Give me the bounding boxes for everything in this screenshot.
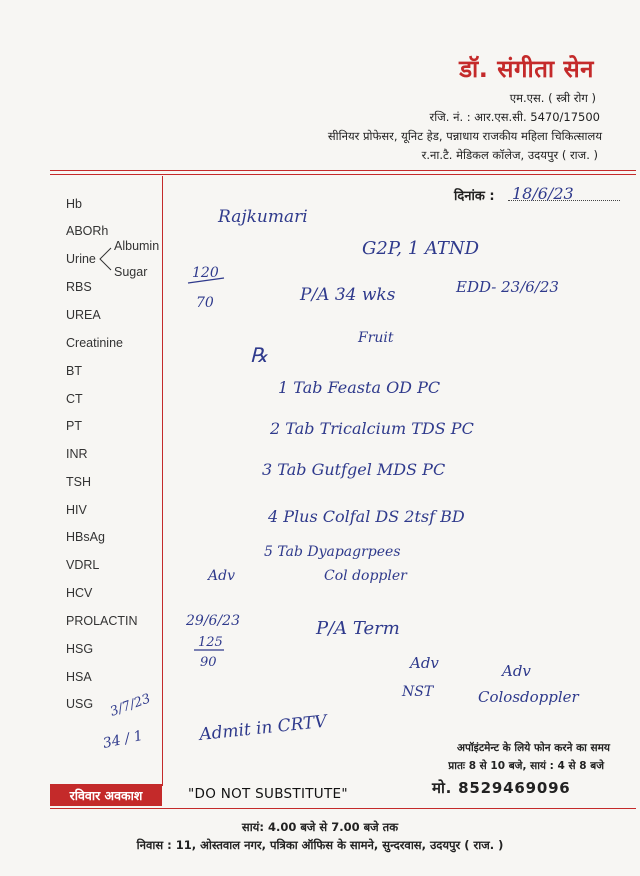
sunday-off-badge: रविवार अवकाश xyxy=(50,784,162,806)
registration-number: रजि. नं. : आर.एस.सी. 5470/17500 xyxy=(429,110,600,124)
do-not-substitute: "DO NOT SUBSTITUTE" xyxy=(188,786,348,802)
test-item: USG xyxy=(66,697,94,711)
date-label: दिनांक : xyxy=(454,189,495,204)
qualification: एम.एस. ( स्त्री रोग ) xyxy=(509,91,596,105)
hw-nst: NST xyxy=(402,684,434,700)
test-item: Hb xyxy=(66,197,82,211)
test-item: HSA xyxy=(66,670,92,684)
hw-edd: EDD- 23/6/23 xyxy=(456,278,559,296)
residence-address: निवास : 11, ओस्तवाल नगर, पत्रिका ऑफिस के सामने, सुन्दरवास, उदयपुर ( राज. ) xyxy=(136,838,504,852)
footer-divider xyxy=(50,808,636,809)
test-item: INR xyxy=(66,447,88,461)
hw-bp1-diastolic: 70 xyxy=(196,295,214,311)
hw-bp2-diastolic: 90 xyxy=(200,655,217,670)
test-item: Creatinine xyxy=(66,336,123,350)
test-item: CT xyxy=(66,392,83,406)
test-item: BT xyxy=(66,364,82,378)
hw-bp1-systolic: 120 xyxy=(192,265,219,281)
test-item: RBS xyxy=(66,280,92,294)
test-item: HIV xyxy=(66,503,87,517)
mobile-number: मो. 8529469096 xyxy=(432,779,571,797)
college: र.ना.टै. मेडिकल कॉलेज, उदयपुर ( राज. ) xyxy=(421,148,598,162)
hw-rx-2: 2 Tab Tricalcium TDS PC xyxy=(270,419,474,438)
test-item: PT xyxy=(66,419,82,433)
hw-admit: Admit in CRTV xyxy=(198,711,328,745)
hw-date: 18/6/23 xyxy=(512,184,574,203)
hw-rx-1: 1 Tab Feasta OD PC xyxy=(278,378,441,397)
test-item: PROLACTIN xyxy=(66,614,138,628)
hw-patient-name: Rajkumari xyxy=(218,207,308,227)
hw-pa-term: P/A Term xyxy=(316,618,400,639)
test-item: ABORh xyxy=(66,224,109,238)
test-item: TSH xyxy=(66,475,91,489)
hw-rx-3: 3 Tab Gutfgel MDS PC xyxy=(262,460,446,479)
hw-rx-4: 4 Plus Colfal DS 2tsf BD xyxy=(268,507,465,526)
hw-pa: P/A 34 wks xyxy=(300,285,396,305)
doctor-name: डॉ. संगीता सेन xyxy=(459,55,594,83)
hw-rx-symbol: ℞ xyxy=(250,343,268,367)
appointment-note: अपॉइंटमेन्ट के लिये फोन करने का समय xyxy=(456,742,610,754)
test-item: HCV xyxy=(66,586,93,600)
appointment-timing: प्रातः 8 से 10 बजे, सायं : 4 से 8 बजे xyxy=(448,760,604,772)
hw-colour-doppler: Colosdoppler xyxy=(478,688,579,706)
hw-date-2: 29/6/23 xyxy=(186,613,240,629)
test-item: Albumin xyxy=(114,239,160,253)
hw-bp2-systolic: 125 xyxy=(198,635,223,650)
test-item: HSG xyxy=(66,642,94,656)
hw-pa2: Fruit xyxy=(358,330,394,346)
test-item: VDRL xyxy=(66,558,100,572)
hw-adv-3: Adv xyxy=(502,662,531,680)
evening-hours: सायं: 4.00 बजे से 7.00 बजे तक xyxy=(241,820,399,834)
hw-obstetric-history: G2P, 1 ATND xyxy=(362,238,480,259)
hw-adv-1: Adv xyxy=(208,568,235,584)
hw-adv-text: Col doppler xyxy=(324,568,407,584)
test-item: HBsAg xyxy=(66,530,105,544)
designation: सीनियर प्रोफेसर, यूनिट हेड, पन्नाधाय राजकीय महिला चिकित्सालय xyxy=(327,129,602,143)
hw-weeks: 34 / 1 xyxy=(101,727,145,752)
hw-adv-2: Adv xyxy=(410,654,439,672)
test-item: Urine xyxy=(66,252,96,266)
test-item: Sugar xyxy=(114,265,148,279)
test-item: UREA xyxy=(66,308,101,322)
hw-rx-5: 5 Tab Dyapagrpees xyxy=(264,544,401,560)
hw-date-3: 3/7/23 xyxy=(108,691,153,720)
